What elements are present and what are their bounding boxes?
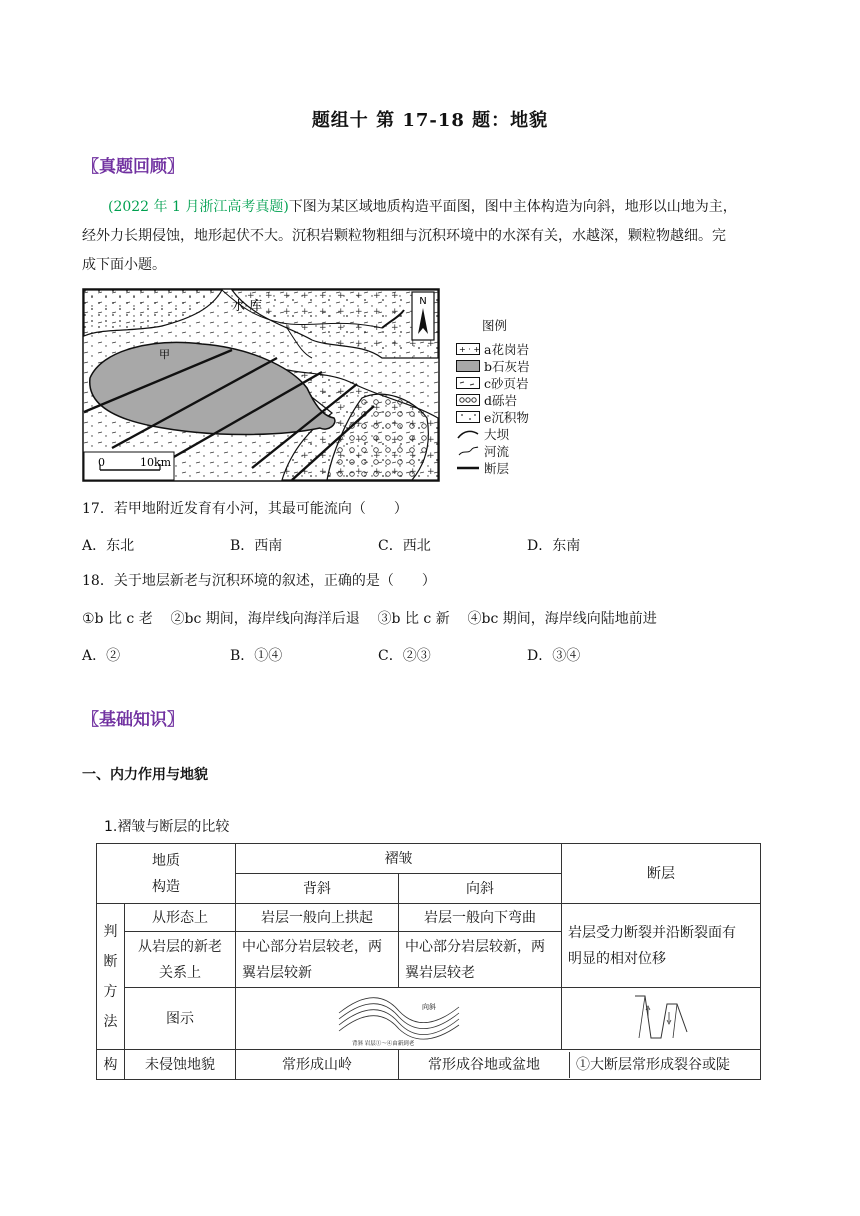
fault-icon — [456, 462, 480, 474]
q17-option-b[interactable]: B．西南 — [230, 538, 283, 554]
q18-stem: 18．关于地层新老与沉积环境的叙述，正确的是（ ） — [82, 573, 436, 589]
anticline-shape: 岩层一般向上拱起 — [236, 904, 399, 932]
map-legend — [456, 316, 566, 476]
landform-rest — [399, 1050, 761, 1080]
svg-text:向斜: 向斜 — [421, 1002, 436, 1011]
q18-option-a[interactable]: A．② — [82, 648, 121, 664]
page-title: 题组十 第 17-18 题：地貌 — [311, 110, 549, 131]
q18-option-b[interactable]: B．①④ — [230, 648, 283, 664]
scale-zero: 0 — [98, 456, 105, 469]
fold-diagram-icon — [334, 991, 464, 1047]
scale-distance: 10km — [140, 456, 172, 469]
north-label: N — [419, 296, 427, 307]
gou-label: 构 — [97, 1050, 125, 1080]
svg-text:背斜 岩层①～④由新到老: 背斜 岩层①～④由新到老 — [351, 1040, 414, 1047]
syncline-landform: 常形成谷地或盆地 — [399, 1052, 570, 1078]
dam-icon — [456, 428, 480, 440]
legend-item-limestone: b石灰岩 — [456, 357, 566, 374]
q18-option-d[interactable]: D．③④ — [527, 648, 581, 664]
q17-option-c[interactable]: C．西北 — [378, 538, 431, 554]
anticline-landform: 常形成山岭 — [236, 1050, 399, 1080]
heading-fold-fault: 1.褶皱与断层的比较 — [104, 819, 230, 835]
q17-option-d[interactable]: D．东南 — [527, 538, 581, 554]
judge-method-label: 判 断 方 法 — [97, 904, 125, 1050]
geologic-map — [82, 288, 442, 482]
svg-text:+ · +: + · + — [459, 344, 480, 354]
fault-diagram — [562, 988, 761, 1050]
legend-item-sandstone: c砂页岩 — [456, 374, 566, 391]
jia-label: 甲 — [159, 348, 170, 361]
legend-item-conglomerate: d砾岩 — [456, 391, 566, 408]
row-erosion-label: 未侵蚀地貌 — [125, 1050, 236, 1080]
row-age-label: 从岩层的新老 关系上 — [125, 932, 236, 988]
header-fold: 褶皱 — [236, 844, 562, 874]
fault-description: 岩层受力断裂并沿断裂面有 明显的相对位移 — [562, 904, 761, 988]
legend-item-sediment: e沉积物 — [456, 408, 566, 425]
legend-title: 图例 — [482, 318, 508, 333]
header-anticline: 背斜 — [236, 874, 399, 904]
row-shape-label: 从形态上 — [125, 904, 236, 932]
q17-option-a[interactable]: A．东北 — [82, 538, 135, 554]
legend-item-fault: 断层 — [456, 459, 566, 476]
section-basics-heading: 〖基础知识〗 — [82, 710, 184, 730]
fold-diagram — [236, 988, 562, 1050]
fold-fault-table — [96, 843, 761, 1080]
fault-diagram-icon — [631, 992, 691, 1046]
header-geo-structure: 地质 构造 — [97, 844, 236, 904]
row-diagram-label: 图示 — [125, 988, 236, 1050]
header-fault: 断层 — [562, 844, 761, 904]
anticline-age: 中心部分岩层较老，两 翼岩层较新 — [236, 932, 399, 988]
q17-stem: 17．若甲地附近发育有小河，其最可能流向（ ） — [82, 501, 408, 517]
heading-internal-forces: 一、内力作用与地貌 — [82, 767, 208, 783]
syncline-age: 中心部分岩层较新，两 翼岩层较老 — [399, 932, 562, 988]
reservoir-label: 水 库 — [232, 299, 263, 314]
syncline-shape: 岩层一般向下弯曲 — [399, 904, 562, 932]
section-review-heading: 〖真题回顾〗 — [82, 157, 184, 177]
intro-paragraph: (2022 年 1 月浙江高考真题)下图为某区域地质构造平面图，图中主体构造为向斜，地形以山地为主， 经外力长期侵蚀，地形起伏不大。沉积岩颗粒物粗细与沉积环境中的水深有关，水越深，颗粒物越细。完 成下面小题。 — [82, 199, 737, 273]
q18-statements: ①b 比 c 老 ②bc 期间，海岸线向海洋后退 ③b 比 c 新 ④bc 期间，海岸线向陆地前进 — [82, 611, 657, 627]
legend-item-river: 河流 — [456, 442, 566, 459]
legend-item-dam: 大坝 — [456, 425, 566, 442]
river-icon — [456, 445, 480, 457]
q18-option-c[interactable]: C．②③ — [378, 648, 431, 664]
fault-landform: ①大断层常形成裂谷或陡 — [576, 1056, 730, 1073]
question-source: (2022 年 1 月浙江高考真题) — [108, 199, 289, 215]
header-syncline: 向斜 — [399, 874, 562, 904]
legend-item-granite: + · + a花岗岩 — [456, 340, 566, 357]
